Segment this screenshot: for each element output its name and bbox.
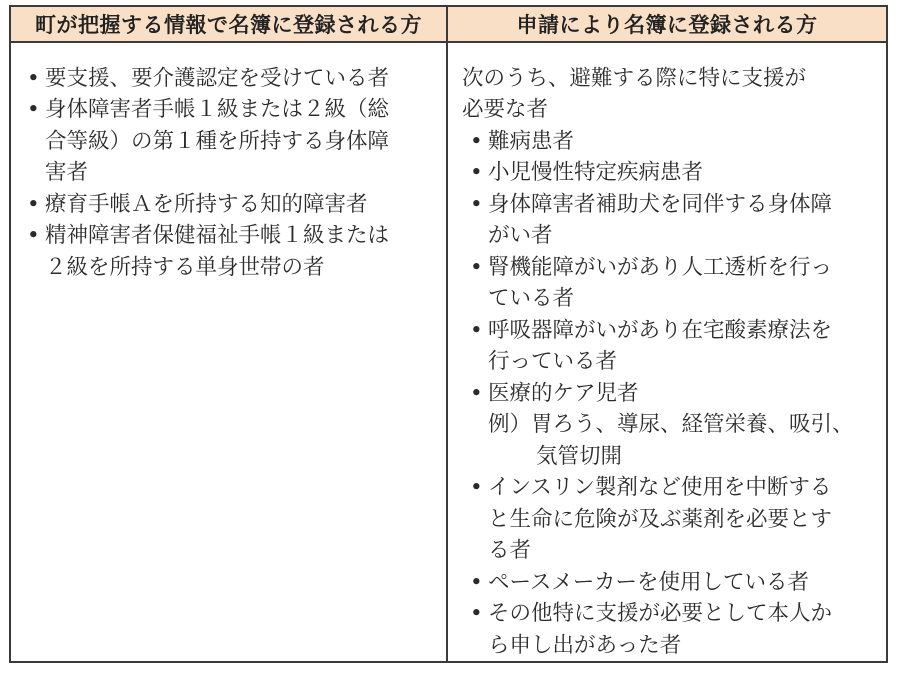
list-item: • 医療的ケア児者 xyxy=(462,378,886,410)
list-item: • 療育手帳Ａを所持する知的障害者 xyxy=(27,189,446,221)
list-item: • 精神障害者保健福祉手帳１級または xyxy=(27,220,446,252)
bullet-icon: • xyxy=(470,191,483,217)
example-text: 例）胃ろう、導尿、経管栄養、吸引、 xyxy=(488,412,854,437)
bullet-icon: • xyxy=(470,160,483,185)
bullet-icon: • xyxy=(27,97,40,122)
list-item: • 身体障害者手帳１級または２級（総 xyxy=(27,94,446,126)
bullet-icon: • xyxy=(470,380,483,406)
bullet-icon: • xyxy=(27,191,40,217)
bullet-icon: • xyxy=(470,601,483,626)
list-item: • 難病患者 xyxy=(462,126,886,158)
bullet-icon: • xyxy=(470,317,483,343)
list-item: • 腎機能障がいがあり人工透析を行っ xyxy=(462,252,886,284)
list-item: • 身体障害者補助犬を同伴する身体障 xyxy=(462,189,886,221)
header-town-registered: 町が把握する情報で名簿に登録される方 xyxy=(11,7,448,41)
list-item: • 呼吸器障がいがあり在宅酸素療法を xyxy=(462,315,886,347)
bullet-icon: • xyxy=(27,65,40,91)
intro-text: 必要な者 xyxy=(462,97,549,122)
list-item-continuation: 行っている者 xyxy=(488,349,618,374)
bullet-icon: • xyxy=(470,128,483,154)
list-item-continuation: と生命に危険が及ぶ薬剤を必要とす xyxy=(488,506,833,532)
list-item: • その他特に支援が必要として本人か xyxy=(462,598,886,630)
bullet-icon: • xyxy=(470,254,483,280)
table-body-row xyxy=(11,43,886,662)
table-header-row xyxy=(11,7,886,43)
list-item: • 要支援、要介護認定を受けている者 xyxy=(27,63,446,95)
list-item: • インスリン製剤など使用を中断する xyxy=(462,472,886,504)
bullet-icon: • xyxy=(470,569,483,595)
list-item-continuation: ている者 xyxy=(488,286,575,311)
example-text: 気管切開 xyxy=(536,443,623,469)
left-column xyxy=(11,43,448,662)
header-application-registered: 申請により名簿に登録される方 xyxy=(516,12,818,37)
intro-text: 次のうち、避難する際に特に支援が xyxy=(462,65,807,91)
list-item: • ペースメーカーを使用している者 xyxy=(462,567,886,599)
registry-table xyxy=(9,5,888,663)
list-item-continuation: 合等級）の第１種を所持する身体障 xyxy=(45,128,390,154)
bullet-icon: • xyxy=(27,223,40,248)
list-item-continuation: ら申し出があった者 xyxy=(488,632,682,658)
list-item-continuation: ２級を所持する単身世帯の者 xyxy=(45,254,325,280)
list-item-continuation: がい者 xyxy=(488,223,553,248)
bullet-icon: • xyxy=(470,475,483,500)
list-item-continuation: る者 xyxy=(488,538,532,563)
list-item-continuation: 害者 xyxy=(45,160,89,185)
right-column xyxy=(448,43,886,662)
list-item: • 小児慢性特定疾病患者 xyxy=(462,157,886,189)
